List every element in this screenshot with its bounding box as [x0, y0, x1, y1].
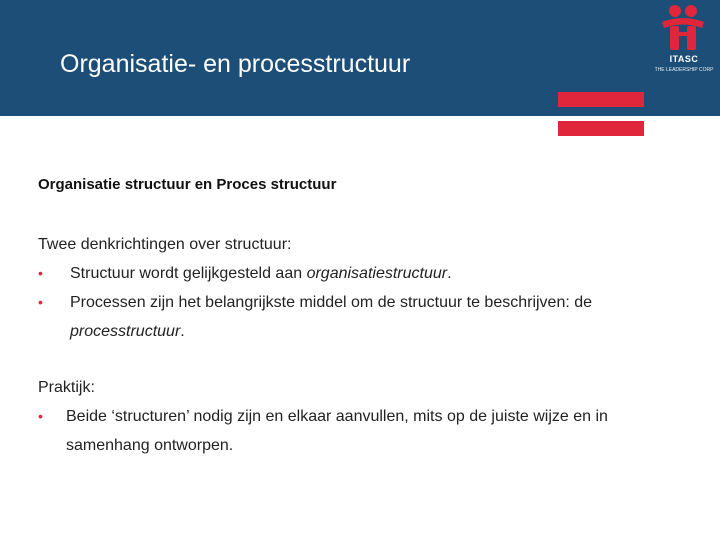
- slide-title: Organisatie- en processtructuur: [60, 50, 411, 78]
- list-item-text-part: Structuur wordt gelijkgesteld aan: [70, 265, 307, 282]
- itasc-logo: [650, 2, 718, 82]
- list-item-punctuation: .: [180, 323, 185, 340]
- list-item-text: Beide ‘structuren’ nodig zijn en elkaar aanvullen, mits op de juiste wijze en in: [66, 408, 608, 425]
- logo-tagline: THE LEADERSHIP CORP: [654, 67, 714, 73]
- list-item-text: [70, 265, 452, 282]
- list-item-text-continued: samenhang ontworpen.: [66, 437, 234, 454]
- accent-bar-bottom: [558, 121, 644, 136]
- list-item-emphasis: processtructuur: [70, 323, 181, 340]
- accent-bar-top: [558, 92, 644, 107]
- list-item: [38, 402, 710, 460]
- list-item-emphasis: organisatiestructuur: [306, 265, 448, 282]
- list-item: [38, 259, 698, 288]
- section-intro: Twee denkrichtingen over structuur:: [38, 236, 292, 253]
- section-intro: Praktijk:: [38, 379, 95, 396]
- section-denkrichtingen: [38, 230, 698, 346]
- list-item-text: Processen zijn het belangrijkste middel om de structuur te beschrijven: de: [70, 294, 593, 311]
- bullet-icon: •: [38, 294, 43, 310]
- bullet-icon: •: [38, 408, 43, 424]
- list-item: [38, 288, 698, 346]
- itasc-logo-icon: [656, 2, 710, 54]
- list-item-punctuation: .: [447, 265, 452, 282]
- logo-name: ITASC: [669, 54, 699, 64]
- slide-subtitle: Organisatie structuur en Proces structuur: [38, 176, 337, 193]
- section-praktijk: [38, 373, 710, 460]
- bullet-icon: •: [38, 265, 43, 281]
